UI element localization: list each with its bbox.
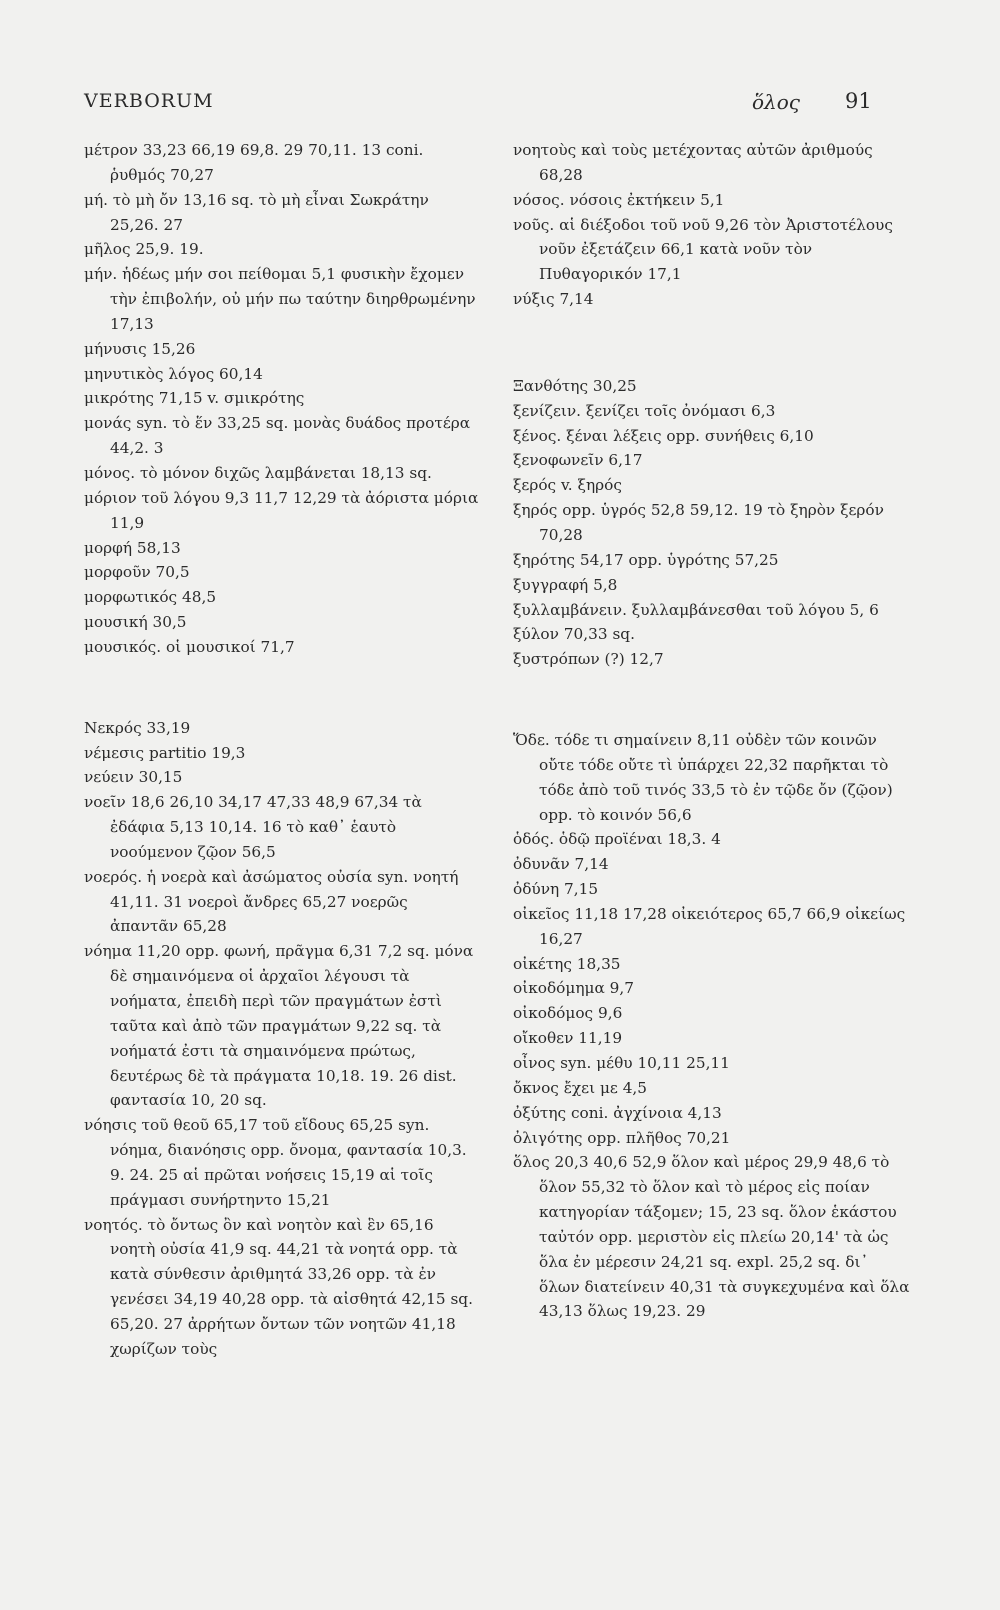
index-entry: νόσος. νόσοις ἐκτήκειν 5,1: [513, 190, 725, 209]
index-entry: μουσική 30,5: [84, 613, 187, 632]
index-entry: ξυστρόπων (?) 12,7: [513, 650, 664, 669]
index-entry: μουσικός. οἱ μουσικοί 71,7: [84, 637, 295, 656]
index-entry: ξυλλαμβάνειν. ξυλλαμβάνεσθαι τοῦ λόγου 5, 6: [513, 600, 879, 619]
index-entry: νοητοὺς καὶ τοὺς μετέχοντας αὐτῶν ἀριθμούς 68,28: [513, 141, 873, 184]
index-entry: ξένος. ξέναι λέξεις opp. συνήθεις 6,10: [513, 426, 814, 445]
index-entry: νόησις τοῦ θεοῦ 65,17 τοῦ εἴδους 65,25 syn. νόημα, διανόησις opp. ὄνομα, φαντασία 10,3. 9. 24. 25 αἱ πρῶται νοήσεις 15,19 αἱ τοῖς πράγμασι συνήρτηντο 15,21: [84, 1116, 467, 1209]
index-entry: νύξις 7,14: [513, 290, 594, 309]
index-entry: νεύειν 30,15: [84, 768, 183, 787]
index-entry: μήν. ἡδέως μήν σοι πείθομαι 5,1 φυσικὴν ἔχομεν τὴν ἐπιβολήν, οὐ μήν πω ταύτην διηρθρωμένην 17,13: [84, 265, 476, 333]
index-entry: ξυγγραφή 5,8: [513, 575, 618, 594]
index-entry: νοερός. ἡ νοερὰ καὶ ἀσώματος οὐσία syn. νοητή 41,11. 31 νοεροὶ ἄνδρες 65,27 νοερῶς ἀπαντᾶν 65,28: [84, 867, 459, 936]
right-column: [513, 138, 913, 1324]
index-entry: Ὅδε. τόδε τι σημαίνειν 8,11 οὐδὲν τῶν κοινῶν οὔτε τόδε οὔτε τὶ ὑπάρχει 22,32 παρῆκται τὸ τόδε ἀπὸ τοῦ τινός 33,5 τὸ ἐν τῷδε ὄν (ζῷον) opp. τὸ κοινόν 56,6: [513, 731, 893, 824]
index-entry: νέμεσις partitio 19,3: [84, 743, 246, 762]
index-entry: μονάς syn. τὸ ἕν 33,25 sq. μονὰς δυάδος προτέρα 44,2. 3: [84, 414, 471, 458]
index-entry: νοῦς. αἱ διέξοδοι τοῦ νοῦ 9,26 τὸν Ἀριστοτέλους νοῦν ἐξετάζειν 66,1 κατὰ νοῦν τὸν Πυθαγορικόν 17,1: [513, 215, 893, 284]
page-number: 91: [845, 89, 872, 113]
index-entry: οἰκοδόμημα 9,7: [513, 979, 634, 998]
index-entry: ὀλιγότης opp. πλῆθος 70,21: [513, 1128, 731, 1147]
index-entry: μορφοῦν 70,5: [84, 563, 190, 582]
index-entry: ὄκνος ἔχει με 4,5: [513, 1078, 648, 1097]
index-entry: μέτρον 33,23 66,19 69,8. 29 70,11. 13 coni. ῥυθμός 70,27: [84, 141, 424, 184]
index-entry: ξενίζειν. ξενίζει τοῖς ὀνόμασι 6,3: [513, 401, 776, 420]
index-entry: Ξανθότης 30,25: [513, 376, 637, 395]
index-entry: νοητός. τὸ ὄντως ὂν καὶ νοητὸν καὶ ἓν 65,16 νοητὴ οὐσία 41,9 sq. 44,21 τὰ νοητά opp. τὰ κατὰ σύνθεσιν ἀριθμητά 33,26 opp. τὰ ἐν γενέσει 34,19 40,28 opp. τὰ αἰσθητά 42,15 sq. 65,20. 27 ἀρρήτων ὄντων τῶν νοητῶν 41,18 χωρίζων τοὺς: [84, 1215, 473, 1358]
index-entry: οἴκοθεν 11,19: [513, 1029, 623, 1048]
index-entry: οἰκέτης 18,35: [513, 954, 621, 973]
index-entry: μηνυτικὸς λόγος 60,14: [84, 364, 263, 383]
index-entry: μόνος. τὸ μόνον διχῶς λαμβάνεται 18,13 sq.: [84, 463, 432, 482]
index-entry: μικρότης 71,15 v. σμικρότης: [84, 389, 305, 408]
index-entry: Νεκρός 33,19: [84, 718, 191, 737]
index-entry: ξερός v. ξηρός: [513, 476, 622, 495]
header-keyword: ὅλος: [752, 90, 800, 114]
index-entry: μορφή 58,13: [84, 538, 181, 557]
index-entry: ὀδύνη 7,15: [513, 880, 599, 899]
index-entry: νόημα 11,20 opp. φωνή, πρᾶγμα 6,31 7,2 sq. μόνα δὲ σημαινόμενα οἱ ἀρχαῖοι λέγουσι τὰ νοήματα, ἐπειδὴ περὶ τῶν πραγμάτων ἐστὶ ταῦτα καὶ ἀπὸ τῶν πραγμάτων 9,22 sq. τὰ νοήματά ἐστι τὰ σημαινόμενα πρώτως, δευτέρως δὲ τὰ πράγματα 10,18. 19. 26 dist. φαντασία 10, 20 sq.: [84, 942, 474, 1110]
index-entry: ξενοφωνεῖν 6,17: [513, 451, 643, 470]
index-entry: ξηρότης 54,17 opp. ὑγρότης 57,25: [513, 550, 779, 569]
index-entry: ὀδυνᾶν 7,14: [513, 855, 609, 874]
index-entry: νοεῖν 18,6 26,10 34,17 47,33 48,9 67,34 τὰ ἐδάφια 5,13 10,14. 16 τὸ καθ᾽ ἑαυτὸ νοούμενον ζῷον 56,5: [84, 793, 422, 861]
index-entry: ὁδός. ὁδῷ προϊέναι 18,3. 4: [513, 830, 721, 849]
index-entry: οἰκεῖος 11,18 17,28 οἰκειότερος 65,7 66,9 οἰκείως 16,27: [513, 904, 906, 948]
index-entry: μή. τὸ μὴ ὄν 13,16 sq. τὸ μὴ εἶναι Σωκράτην 25,26. 27: [84, 190, 429, 234]
index-entry: ὅλος 20,3 40,6 52,9 ὅλον καὶ μέρος 29,9 48,6 τὸ ὅλον 55,32 τὸ ὅλον καὶ τὸ μέρος εἰς ποίαν κατηγορίαν τάξομεν; 15, 23 sq. ὅλον ἑκάστου ταὐτόν opp. μεριστὸν εἰς πλείω 20,14' τὰ ὡς ὅλα ἐν μέρεσιν 24,21 sq. expl. 25,2 sq. δι᾽ ὅλων διατείνειν 40,31 τὰ συγκεχυμένα καὶ ὅλα 43,13 ὅλως 19,23. 29: [513, 1153, 910, 1321]
index-entry: οἶνος syn. μέθυ 10,11 25,11: [513, 1054, 730, 1072]
left-column: [84, 138, 479, 1362]
index-entry: ξηρός opp. ὑγρός 52,8 59,12. 19 τὸ ξηρὸν ξερόν 70,28: [513, 501, 884, 544]
index-entry: μῆλος 25,9. 19.: [84, 240, 204, 259]
running-head: VERBORUM: [84, 90, 214, 112]
index-entry: ξύλον 70,33 sq.: [513, 625, 635, 644]
index-entry: οἰκοδόμος 9,6: [513, 1004, 623, 1023]
index-entry: μορφωτικός 48,5: [84, 588, 217, 607]
index-entry: μόριον τοῦ λόγου 9,3 11,7 12,29 τὰ ἀόριστα μόρια 11,9: [84, 488, 479, 532]
index-entry: μήνυσις 15,26: [84, 339, 196, 358]
index-entry: ὀξύτης coni. ἀγχίνοια 4,13: [513, 1103, 722, 1122]
